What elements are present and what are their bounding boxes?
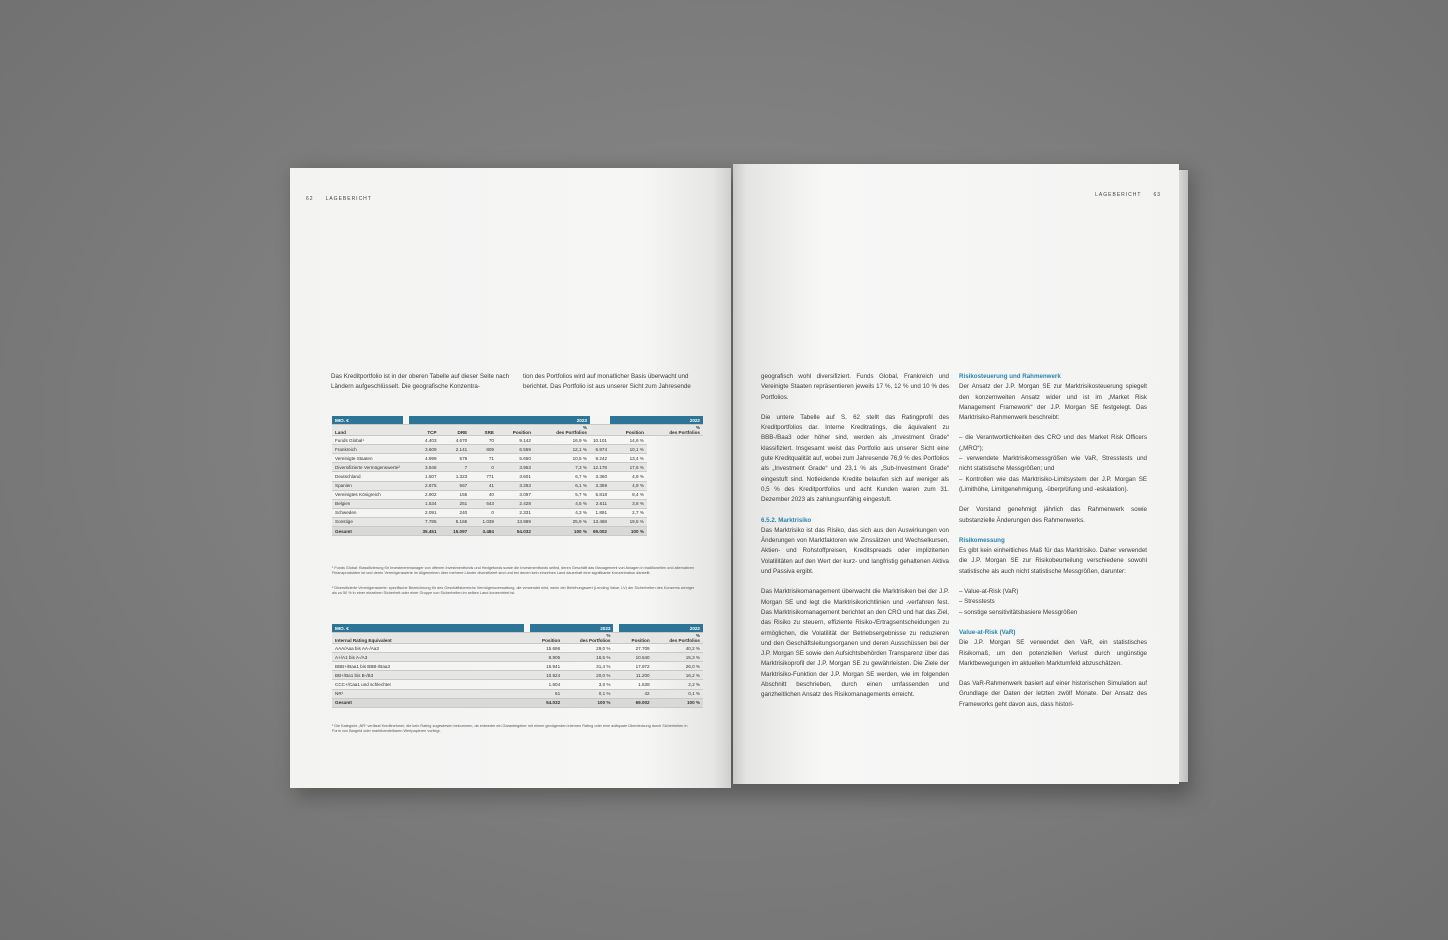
- table-cell: 16,9 %: [534, 436, 590, 445]
- table-row: [332, 671, 703, 680]
- table-cell: 14,6 %: [610, 436, 647, 445]
- table-cell: 7.785: [409, 517, 440, 526]
- table-cell: 100 %: [534, 527, 590, 536]
- table-cell: Spanien: [332, 481, 403, 490]
- list-item: – Stresstests: [959, 598, 995, 606]
- table-cell: A+/A1 bis A-/A3: [332, 653, 524, 662]
- brochure-spread: [290, 164, 1188, 790]
- table-cell: 1.507: [409, 472, 440, 481]
- table-cell: 6.559: [497, 445, 534, 454]
- intro-text-col2: tion des Portfolios wird auf monatlicher Basis überwacht und berichtet. Das Portfolio ist aus unserer Sicht zum Jahresende: [523, 373, 691, 390]
- table-row: [332, 680, 703, 689]
- table-row: [332, 508, 703, 517]
- table-cell: 2.091: [409, 508, 440, 517]
- table-cell: Gesamt: [332, 527, 403, 536]
- col-land: Land: [332, 425, 403, 436]
- paragraph: Die J.P. Morgan SE verwendet den VaR, ein statistisches Risikomaß, um den potenziellen Verlust durch ungünstige Marktbewegungen im aktuellen Marktumfeld abzuschätzen.: [959, 639, 1147, 667]
- table-cell: 31,4 %: [563, 662, 613, 671]
- table-cell: 100 %: [610, 527, 647, 536]
- subheading-var: Value-at-Risk (VaR): [959, 628, 1016, 636]
- table-cell: 2.331: [497, 508, 534, 517]
- left-section-label: LAGEBERICHT: [325, 196, 372, 202]
- table1-unit: MIO. €: [332, 416, 403, 425]
- table-cell: Schweden: [332, 508, 403, 517]
- table-cell: 2.428: [497, 499, 534, 508]
- table-cell: 4.670: [440, 436, 471, 445]
- table-cell: 29,0 %: [563, 644, 613, 653]
- table-row: [332, 445, 703, 454]
- table-cell: 3.360: [590, 472, 610, 481]
- table-cell: 16,2 %: [653, 671, 703, 680]
- table1-year-b: 2022: [610, 416, 703, 425]
- bullet-list-measures: [959, 587, 1147, 618]
- right-text-col2: [959, 372, 1147, 720]
- table-cell: 69.002: [619, 698, 652, 707]
- table-cell: 1.323: [440, 472, 471, 481]
- table-cell: 6,1 %: [534, 481, 590, 490]
- table2-year-b: 2022: [619, 624, 703, 633]
- paragraph: Der Vorstand genehmigt jährlich das Rahmenwerk sowie substanzielle Änderungen des Rahmenwerks.: [959, 506, 1147, 524]
- table-cell: 40,2 %: [653, 644, 703, 653]
- table-cell: 8.905: [530, 653, 563, 662]
- col-position-2022: Position: [610, 425, 647, 436]
- table-cell: 12.178: [590, 463, 610, 472]
- rating-table-body: [332, 644, 703, 708]
- t2-col-pct-2023: % des Portfolios: [563, 633, 613, 644]
- table-cell: 61: [530, 689, 563, 698]
- paragraph: Der Ansatz der J.P. Morgan SE zur Marktrisikosteuerung spiegelt den konzernweiten Ansatz wider und ist im „Market Risk Management Framework“ der J.P. Morgan SE festgelegt. Das Marktrisiko-Rahmenwerk beschreibt:: [959, 383, 1147, 422]
- table-cell: Sonstige: [332, 517, 403, 526]
- table-row: [332, 463, 703, 472]
- table-cell: 70: [470, 436, 497, 445]
- table-cell: 12,1 %: [534, 445, 590, 454]
- table-cell: 0: [470, 463, 497, 472]
- table-cell: 2.902: [409, 490, 440, 499]
- table-cell: 54.032: [530, 698, 563, 707]
- table-cell: 10.824: [530, 671, 563, 680]
- list-item: – sonstige sensitivitätsbasiere Messgrößen: [959, 608, 1078, 616]
- table-cell: 3,8 %: [610, 499, 647, 508]
- table-cell: Belgien: [332, 499, 403, 508]
- table-cell: 42: [619, 689, 652, 698]
- table-cell: 2.611: [590, 499, 610, 508]
- table1-footnote-2: ² Diversifizierte Vermögenswerte: spezifische Bezeichnung für des Geschäftsbereichs Vermögensverwaltung, die verwendet wird, wenn der Beleihungswert (Lending Value, LV) der Sicherheiten des Konzerns weniger als zu 50 % in einer einzelnen Sicherheit oder einer Gruppe von Sicherheiten im selben Land konzentriert ist.: [332, 586, 695, 595]
- left-page: [290, 168, 731, 788]
- paragraph: Es gibt kein einheitliches Maß für das Marktrisiko. Daher verwendet die J.P. Morgan SE zur Risikobeurteilung verschiedene sowohl statistische als auch nicht statistische Messgrößen, darunter:: [959, 547, 1147, 575]
- table-cell: 5.165: [440, 517, 471, 526]
- page-edge: [1179, 170, 1188, 782]
- col-pct-2023: % des Portfolios: [534, 425, 590, 436]
- table-cell: 9.142: [497, 436, 534, 445]
- table-cell: 3.484: [470, 527, 497, 536]
- table2-unit: MIO. €: [332, 624, 524, 633]
- table-row: [332, 436, 703, 445]
- t2-col-position-2023: Position: [530, 633, 563, 644]
- table-cell: 1.039: [470, 517, 497, 526]
- table-cell: 3.097: [497, 490, 534, 499]
- table-cell: 100 %: [563, 698, 613, 707]
- table-cell: 35.451: [409, 527, 440, 536]
- table-cell: 3.609: [409, 445, 440, 454]
- table-cell: 809: [470, 445, 497, 454]
- table-cell: 3,0 %: [563, 680, 613, 689]
- table-cell: Gesamt: [332, 698, 524, 707]
- table-cell: Frankreich: [332, 445, 403, 454]
- table-cell: 3.946: [409, 463, 440, 472]
- table-cell: 7,3 %: [534, 463, 590, 472]
- right-running-head: [1095, 192, 1161, 198]
- table-cell: 17,6 %: [610, 463, 647, 472]
- table-cell: BB+/Ba1 bis B-/B3: [332, 671, 524, 680]
- right-text-col1: [761, 372, 949, 711]
- subheading-risikomessung: Risikomessung: [959, 536, 1005, 544]
- table-cell: 13,4 %: [610, 454, 647, 463]
- country-table-body: [332, 436, 703, 536]
- section-heading-marktrisiko: 6.5.2. Marktrisiko: [761, 516, 812, 524]
- table2-footnote: ¹ Die Kategorie „NR“ verlässt Kreditnehmer, die kein Rating zugewiesen bekommen, da entweder ein Garantiegeber mit einem genügenden internen Rating oder eine adäquate Überdeckung durch Sicherheiten in Form von Bargeld oder marktbandelbaren Wertpapieren vorliegt.: [332, 724, 688, 733]
- right-page-number: 63: [1153, 192, 1161, 198]
- table-cell: NR¹: [332, 689, 524, 698]
- table-cell: 251: [440, 499, 471, 508]
- table-cell: BBB+/Baa1 bis BBB-/Baa3: [332, 662, 524, 671]
- table-row: [332, 481, 703, 490]
- table-cell: 0,1 %: [653, 689, 703, 698]
- paragraph: Das Marktrisikomanagement überwacht die Marktrisiken bei der J.P. Morgan SE und legt die Marktrisikorichtlinien und -verfahren fest. Das Marktrisikomanagement berichtet an den CRO und hat das Ziel, das Risiko zu steuern, effiziente Risiko-/Ertragsentscheidungen zu ermöglichen, die Volatilität der Betriebsergebnisse zu reduzieren und den Geschäftsleitungsorganen und deren Ausschüssen bei der J.P. Morgan SE sowie den Aufsichtsbehörden Transparenz über das Marktrisikoprofil der J.P. Morgan SE zu gewährleisten. Die Ziele der Marktrisiko-Funktion der J.P. Morgan SE werden, wie im folgenden Abschnitt beschrieben, durch einen umfassenden und ganzheitlichen Ansatz des Risikomanagements erreicht.: [761, 588, 949, 699]
- table-cell: 15.696: [530, 644, 563, 653]
- table-cell: 4,9 %: [610, 472, 647, 481]
- table-cell: 10.101: [590, 436, 610, 445]
- table-cell: 1.534: [409, 499, 440, 508]
- table-cell: 7: [440, 463, 471, 472]
- table-row: [332, 662, 703, 671]
- table-cell: Vereinigte Staaten: [332, 454, 403, 463]
- paragraph: Die untere Tabelle auf S. 62 stellt das Ratingprofil des Kreditportfolios dar. Interne Kreditratings, die äquivalent zu BBB-/Baa3 oder höher sind, werden als „Investment Grade“ klassifiziert. Insgesamt weist das Portfolio aus unserer Sicht eine gute Kreditqualität auf, wobei zum Jahresende 76,9 % des Portfolios als „Investment Grade“ und 23,1 % als „Sub-Investment Grade“ eingestuft sind. Notleidende Kredite belaufen sich auf weniger als 0,5 % des Kreditportfolios und acht Kunden waren zum 31. Dezember 2023 als zahlungsunfähig eingestuft.: [761, 413, 949, 504]
- table-cell: 4,9 %: [610, 481, 647, 490]
- table-cell: 1.538: [619, 680, 652, 689]
- table-cell: 10,1 %: [610, 445, 647, 454]
- table-row: [332, 499, 703, 508]
- rating-table: [332, 624, 703, 708]
- table-cell: 2,2 %: [653, 680, 703, 689]
- col-tcp: TCP: [409, 425, 440, 436]
- table-cell: 10.540: [619, 653, 652, 662]
- table-cell: 54.032: [497, 527, 534, 536]
- t2-col-position-2022: Position: [619, 633, 652, 644]
- table-total-row: [332, 527, 703, 536]
- table-cell: 13.468: [590, 517, 610, 526]
- table-cell: 41: [470, 481, 497, 490]
- table-cell: 71: [470, 454, 497, 463]
- table-row: [332, 490, 703, 499]
- table-cell: 1.604: [530, 680, 563, 689]
- right-page: [733, 164, 1179, 784]
- table-cell: 15.097: [440, 527, 471, 536]
- table-total-row: [332, 698, 703, 707]
- intro-text-col1: Das Kreditportfolio ist in der oberen Tabelle auf dieser Seite nach Ländern aufgeschlüsselt. Die geografische Konzentra-: [331, 373, 510, 390]
- table1-footnote-1: ¹ Funds Global: Klassifizierung für Investmentmanager von offenen Investmentfonds und Hedgefonds sowie die Investmentfonds selbst, deren Geschäft das Management von Anlagen in traditionellen und alternativen Finanzprodukten ist und deren Vermögenswerte im Allgemeinen über mehrere Länder diversifiziert sind und bei denen kein einzelnes Land dauerhaft eine signifikante Konzentration darstellt.: [332, 566, 695, 575]
- table-row: [332, 689, 703, 698]
- list-item: – die Verantwortlichkeiten des CRO und des Market Risk Officers („MRO“);: [959, 434, 1147, 452]
- col-dre: DRE: [440, 425, 471, 436]
- table-cell: 19,5 %: [610, 517, 647, 526]
- table-cell: 3.283: [497, 481, 534, 490]
- table-cell: 4,5 %: [534, 499, 590, 508]
- table-cell: 0: [470, 508, 497, 517]
- table-cell: 27.709: [619, 644, 652, 653]
- table-cell: 20,0 %: [563, 671, 613, 680]
- list-item: – verwendete Marktrisikomessgrößen wie VaR, Stresstests und nicht statistische Messgrößen; und: [959, 455, 1147, 473]
- table-cell: Vereinigtes Königreich: [332, 490, 403, 499]
- table-cell: 16.941: [530, 662, 563, 671]
- table-cell: 771: [470, 472, 497, 481]
- table-cell: 2.141: [440, 445, 471, 454]
- table-cell: AAA/Aaa bis AA-/Aa3: [332, 644, 524, 653]
- table-cell: 3.601: [497, 472, 534, 481]
- paragraph: Das VaR-Rahmenwerk basiert auf einer historischen Simulation auf Grundlage der Daten der letzten zwölf Monate. Der Ansatz des Frameworks geht davon aus, dass histori-: [959, 680, 1147, 708]
- table-cell: 5.650: [497, 454, 534, 463]
- table-cell: 4,3 %: [534, 508, 590, 517]
- bullet-list-framework: [959, 433, 1147, 495]
- table-cell: 69.002: [590, 527, 610, 536]
- table-cell: 5.818: [590, 490, 610, 499]
- table-row: [332, 454, 703, 463]
- table-cell: 15,3 %: [653, 653, 703, 662]
- table-cell: 1.891: [590, 508, 610, 517]
- table-cell: Deutschland: [332, 472, 403, 481]
- paragraph: Das Marktrisiko ist das Risiko, das sich aus den Auswirkungen von Änderungen von Marktfaktoren wie Zinssätzen und Wechselkursen, Aktien- und Rohstoffpreisen, Kreditspreads oder impliziterten Volatilitäten auf den Wert der kurz- und langfristig gehaltenen Aktiva und Passiva ergibt.: [761, 526, 949, 576]
- table-cell: Diversifizierte Vermögenswerte²: [332, 463, 403, 472]
- paragraph: geografisch wohl diversifiziert. Funds Global, Frankreich und Vereinigte Staaten repräsentieren jeweils 17 %, 12 % und 10 % des Portfolios.: [761, 373, 949, 401]
- table-cell: 6,7 %: [534, 472, 590, 481]
- table-cell: 0,1 %: [563, 689, 613, 698]
- table-cell: CCC+/Caa1 und schlechter: [332, 680, 524, 689]
- table-cell: 155: [440, 490, 471, 499]
- table-cell: 9.242: [590, 454, 610, 463]
- table1-year-a: 2023: [409, 416, 590, 425]
- table-cell: 2,7 %: [610, 508, 647, 517]
- table-row: [332, 517, 703, 526]
- table-cell: 17.972: [619, 662, 652, 671]
- table-cell: 3.953: [497, 463, 534, 472]
- left-running-head: [306, 196, 372, 202]
- right-section-label: LAGEBERICHT: [1095, 192, 1142, 198]
- table-cell: 5,7 %: [534, 490, 590, 499]
- table-row: [332, 653, 703, 662]
- col-position-2023: Position: [497, 425, 534, 436]
- list-item: – Value-at-Risk (VaR): [959, 588, 1019, 596]
- table-cell: 4.403: [409, 436, 440, 445]
- country-table: [332, 416, 703, 536]
- table-cell: 10,5 %: [534, 454, 590, 463]
- list-item: – Kontrollen wie das Marktrisiko-Limitsystem der J.P. Morgan SE (Limithöhe, Limitgenehmigung, -überprüfung und -eskalation).: [959, 475, 1147, 493]
- table-cell: 11.200: [619, 671, 652, 680]
- table-cell: 16,5 %: [563, 653, 613, 662]
- table-cell: 4.999: [409, 454, 440, 463]
- table-row: [332, 644, 703, 653]
- table-cell: Funds Global¹: [332, 436, 403, 445]
- table-cell: 40: [470, 490, 497, 499]
- table-cell: 100 %: [653, 698, 703, 707]
- table2-year-a: 2023: [530, 624, 613, 633]
- table-cell: 6.974: [590, 445, 610, 454]
- table-cell: 2.675: [409, 481, 440, 490]
- col-pct-2022: % des Portfolios: [647, 425, 703, 436]
- col-rating: Internal Rating Equivalent: [332, 633, 524, 644]
- table-cell: 240: [440, 508, 471, 517]
- table-cell: 25,9 %: [534, 517, 590, 526]
- table-cell: 579: [440, 454, 471, 463]
- t2-col-pct-2022: % des Portfolios: [653, 633, 703, 644]
- left-page-number: 62: [306, 196, 314, 202]
- table-cell: 3.359: [590, 481, 610, 490]
- table-cell: 8,4 %: [610, 490, 647, 499]
- table-cell: 26,0 %: [653, 662, 703, 671]
- table-cell: 643: [470, 499, 497, 508]
- table-cell: 567: [440, 481, 471, 490]
- table-row: [332, 472, 703, 481]
- col-sre: SRE: [470, 425, 497, 436]
- table-cell: 13.989: [497, 517, 534, 526]
- subheading-risikosteuerung: Risikosteuerung und Rahmenwerk: [959, 373, 1061, 380]
